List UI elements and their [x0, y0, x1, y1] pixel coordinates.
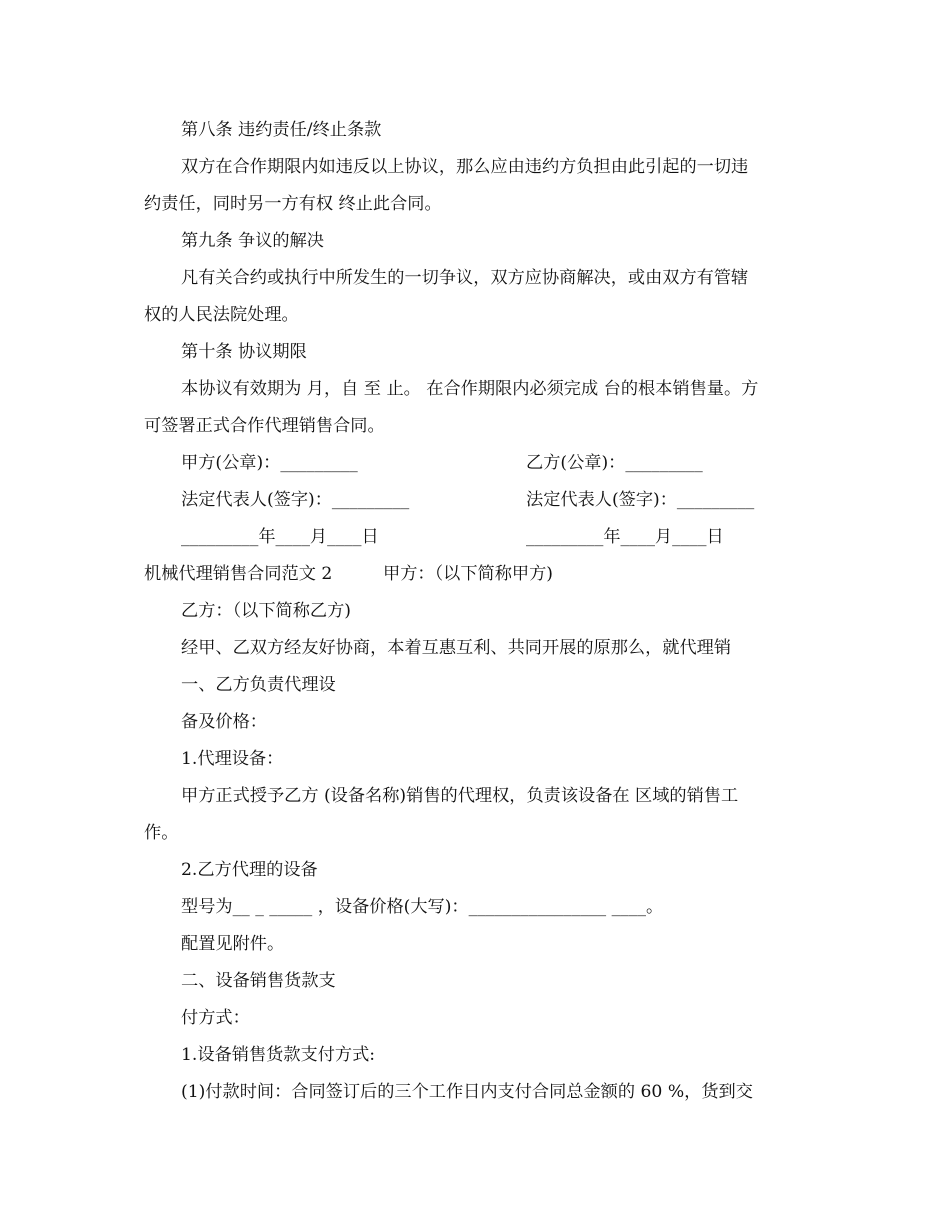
article-10-title: 第十条 协议期限 [181, 342, 307, 362]
party-a-representative: 法定代表人(签字)：_________ [181, 490, 410, 510]
article-8-title: 第八条 违约责任/终止条款 [181, 120, 382, 140]
section-2-title-line-1: 二、设备销售货款支 [181, 971, 336, 991]
item-2-configuration: 配置见附件。 [181, 934, 285, 954]
article-10-paragraph-line-1: 本协议有效期为 月，自 至 止。 在合作期限内必须完成 台的根本销售量。方 [181, 379, 759, 399]
section-1-title-line-2: 备及价格： [181, 712, 267, 732]
item-1-paragraph-line-2: 作。 [144, 823, 179, 843]
item-1-paragraph-line-1: 甲方正式授予乙方 (设备名称)销售的代理权，负责该设备在 区域的销售工 [181, 786, 739, 806]
item-2-model-price: 型号为__ _ _____ ，设备价格(大写)：________________ ____。 [181, 897, 664, 917]
party-b-seal: 乙方(公章)：_________ [526, 453, 703, 473]
party-b-date: _________年____月____日 [526, 527, 724, 547]
party-a-seal: 甲方(公章)：_________ [181, 453, 358, 473]
article-10-paragraph-line-2: 可签署正式合作代理销售合同。 [144, 416, 385, 436]
article-9-paragraph-line-1: 凡有关合约或执行中所发生的一切争议，双方应协商解决，或由双方有管辖 [181, 268, 749, 288]
party-a-date: _________年____月____日 [181, 527, 379, 547]
payment-method-title: 1.设备销售货款支付方式: [181, 1045, 376, 1065]
section-1-title-line-1: 一、乙方负责代理设 [181, 675, 336, 695]
article-8-paragraph-line-1: 双方在合作期限内如违反以上协议，那么应由违约方负担由此引起的一切违 [181, 157, 749, 177]
party-b-line: 乙方：（以下简称乙方) [181, 601, 351, 621]
item-2-title: 2.乙方代理的设备 [181, 860, 318, 880]
contract-2-party-a: 甲方：（以下简称甲方) [383, 564, 553, 584]
article-9-title: 第九条 争议的解决 [181, 231, 324, 251]
article-8-paragraph-line-2: 约责任，同时另一方有权 终止此合同。 [144, 194, 442, 214]
contract-2-title: 机械代理销售合同范文 2 [144, 564, 333, 584]
payment-time-paragraph: (1)付款时间：合同签订后的三个工作日内支付合同总金额的 60 %，货到交 [181, 1082, 753, 1102]
intro-paragraph: 经甲、乙双方经友好协商，本着互惠互利、共同开展的原那么，就代理销 [181, 638, 732, 658]
party-b-representative: 法定代表人(签字)：_________ [526, 490, 755, 510]
item-1-title: 1.代理设备： [181, 749, 284, 769]
article-9-paragraph-line-2: 权的人民法院处理。 [144, 305, 299, 325]
section-2-title-line-2: 付方式： [181, 1008, 250, 1028]
